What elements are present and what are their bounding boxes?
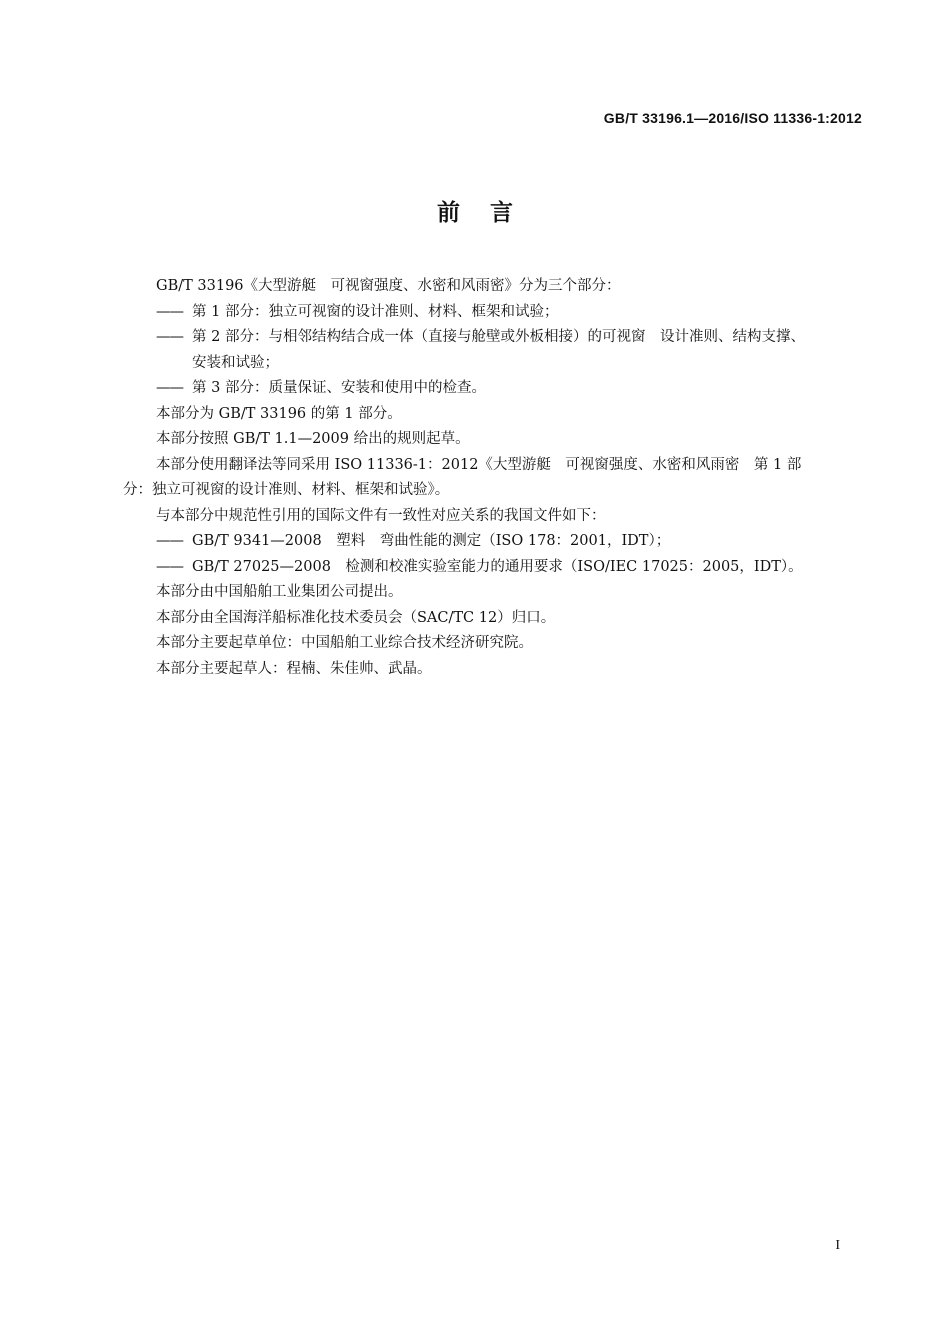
- paragraph-parts-intro: GB/T 33196《大型游艇 可视窗强度、水密和风雨密》分为三个部分：: [156, 278, 621, 294]
- list-item-text: GB/T 27025—2008 检测和校准实验室能力的通用要求（ISO/IEC 17025：2005，IDT）。: [192, 558, 803, 575]
- list-item-part3: [126, 376, 866, 402]
- page-number: I: [835, 1238, 840, 1253]
- paragraph-part-number: 本部分为 GB/T 33196 的第 1 部分。: [156, 405, 402, 422]
- list-dash: ——: [156, 533, 183, 549]
- list-dash: ——: [156, 558, 183, 575]
- foreword-body: [123, 274, 866, 682]
- list-item-text-continued: 安装和试验；: [192, 354, 279, 371]
- list-item-part1: [126, 300, 866, 326]
- paragraph-proposer: 本部分由中国船舶工业集团公司提出。: [156, 584, 403, 600]
- paragraph-drafters: 本部分主要起草人：程楠、朱佳帅、武晶。: [156, 660, 432, 677]
- paragraph-adoption-line1: 本部分使用翻译法等同采用 ISO 11336-1：2012《大型游艇 可视窗强度、水密和风雨密 第 1 部: [156, 456, 802, 473]
- paragraph-drafting-rules: 本部分按照 GB/T 1.1—2009 给出的规则起草。: [156, 431, 470, 447]
- paragraph-drafting-unit: 本部分主要起草单位：中国船舶工业综合技术经济研究院。: [156, 635, 533, 651]
- paragraph-references-intro: 与本部分中规范性引用的国际文件有一致性对应关系的我国文件如下：: [156, 507, 606, 524]
- list-item-text: 第 3 部分：质量保证、安装和使用中的检查。: [192, 380, 486, 396]
- paragraph-adoption-line2: 分：独立可视窗的设计准则、材料、框架和试验》。: [123, 482, 450, 498]
- list-item-ref2: [126, 555, 866, 581]
- page-title: 前言: [437, 200, 543, 226]
- list-item-text: 第 2 部分：与相邻结构结合成一体（直接与舱壁或外板相接）的可视窗 设计准则、结构支撑、: [192, 329, 805, 345]
- list-dash: ——: [156, 380, 183, 396]
- paragraph-committee: 本部分由全国海洋船标准化技术委员会（SAC/TC 12）归口。: [156, 609, 556, 626]
- list-dash: ——: [156, 329, 183, 345]
- list-item-text: GB/T 9341—2008 塑料 弯曲性能的测定（ISO 178：2001，IDT）；: [192, 533, 671, 549]
- list-item-part2: [126, 325, 866, 376]
- list-item-text: 第 1 部分：独立可视窗的设计准则、材料、框架和试验；: [192, 303, 559, 320]
- list-dash: ——: [156, 303, 183, 320]
- list-item-ref1: [126, 529, 866, 555]
- standard-code: GB/T 33196.1—2016/ISO 11336-1:2012: [603, 110, 862, 126]
